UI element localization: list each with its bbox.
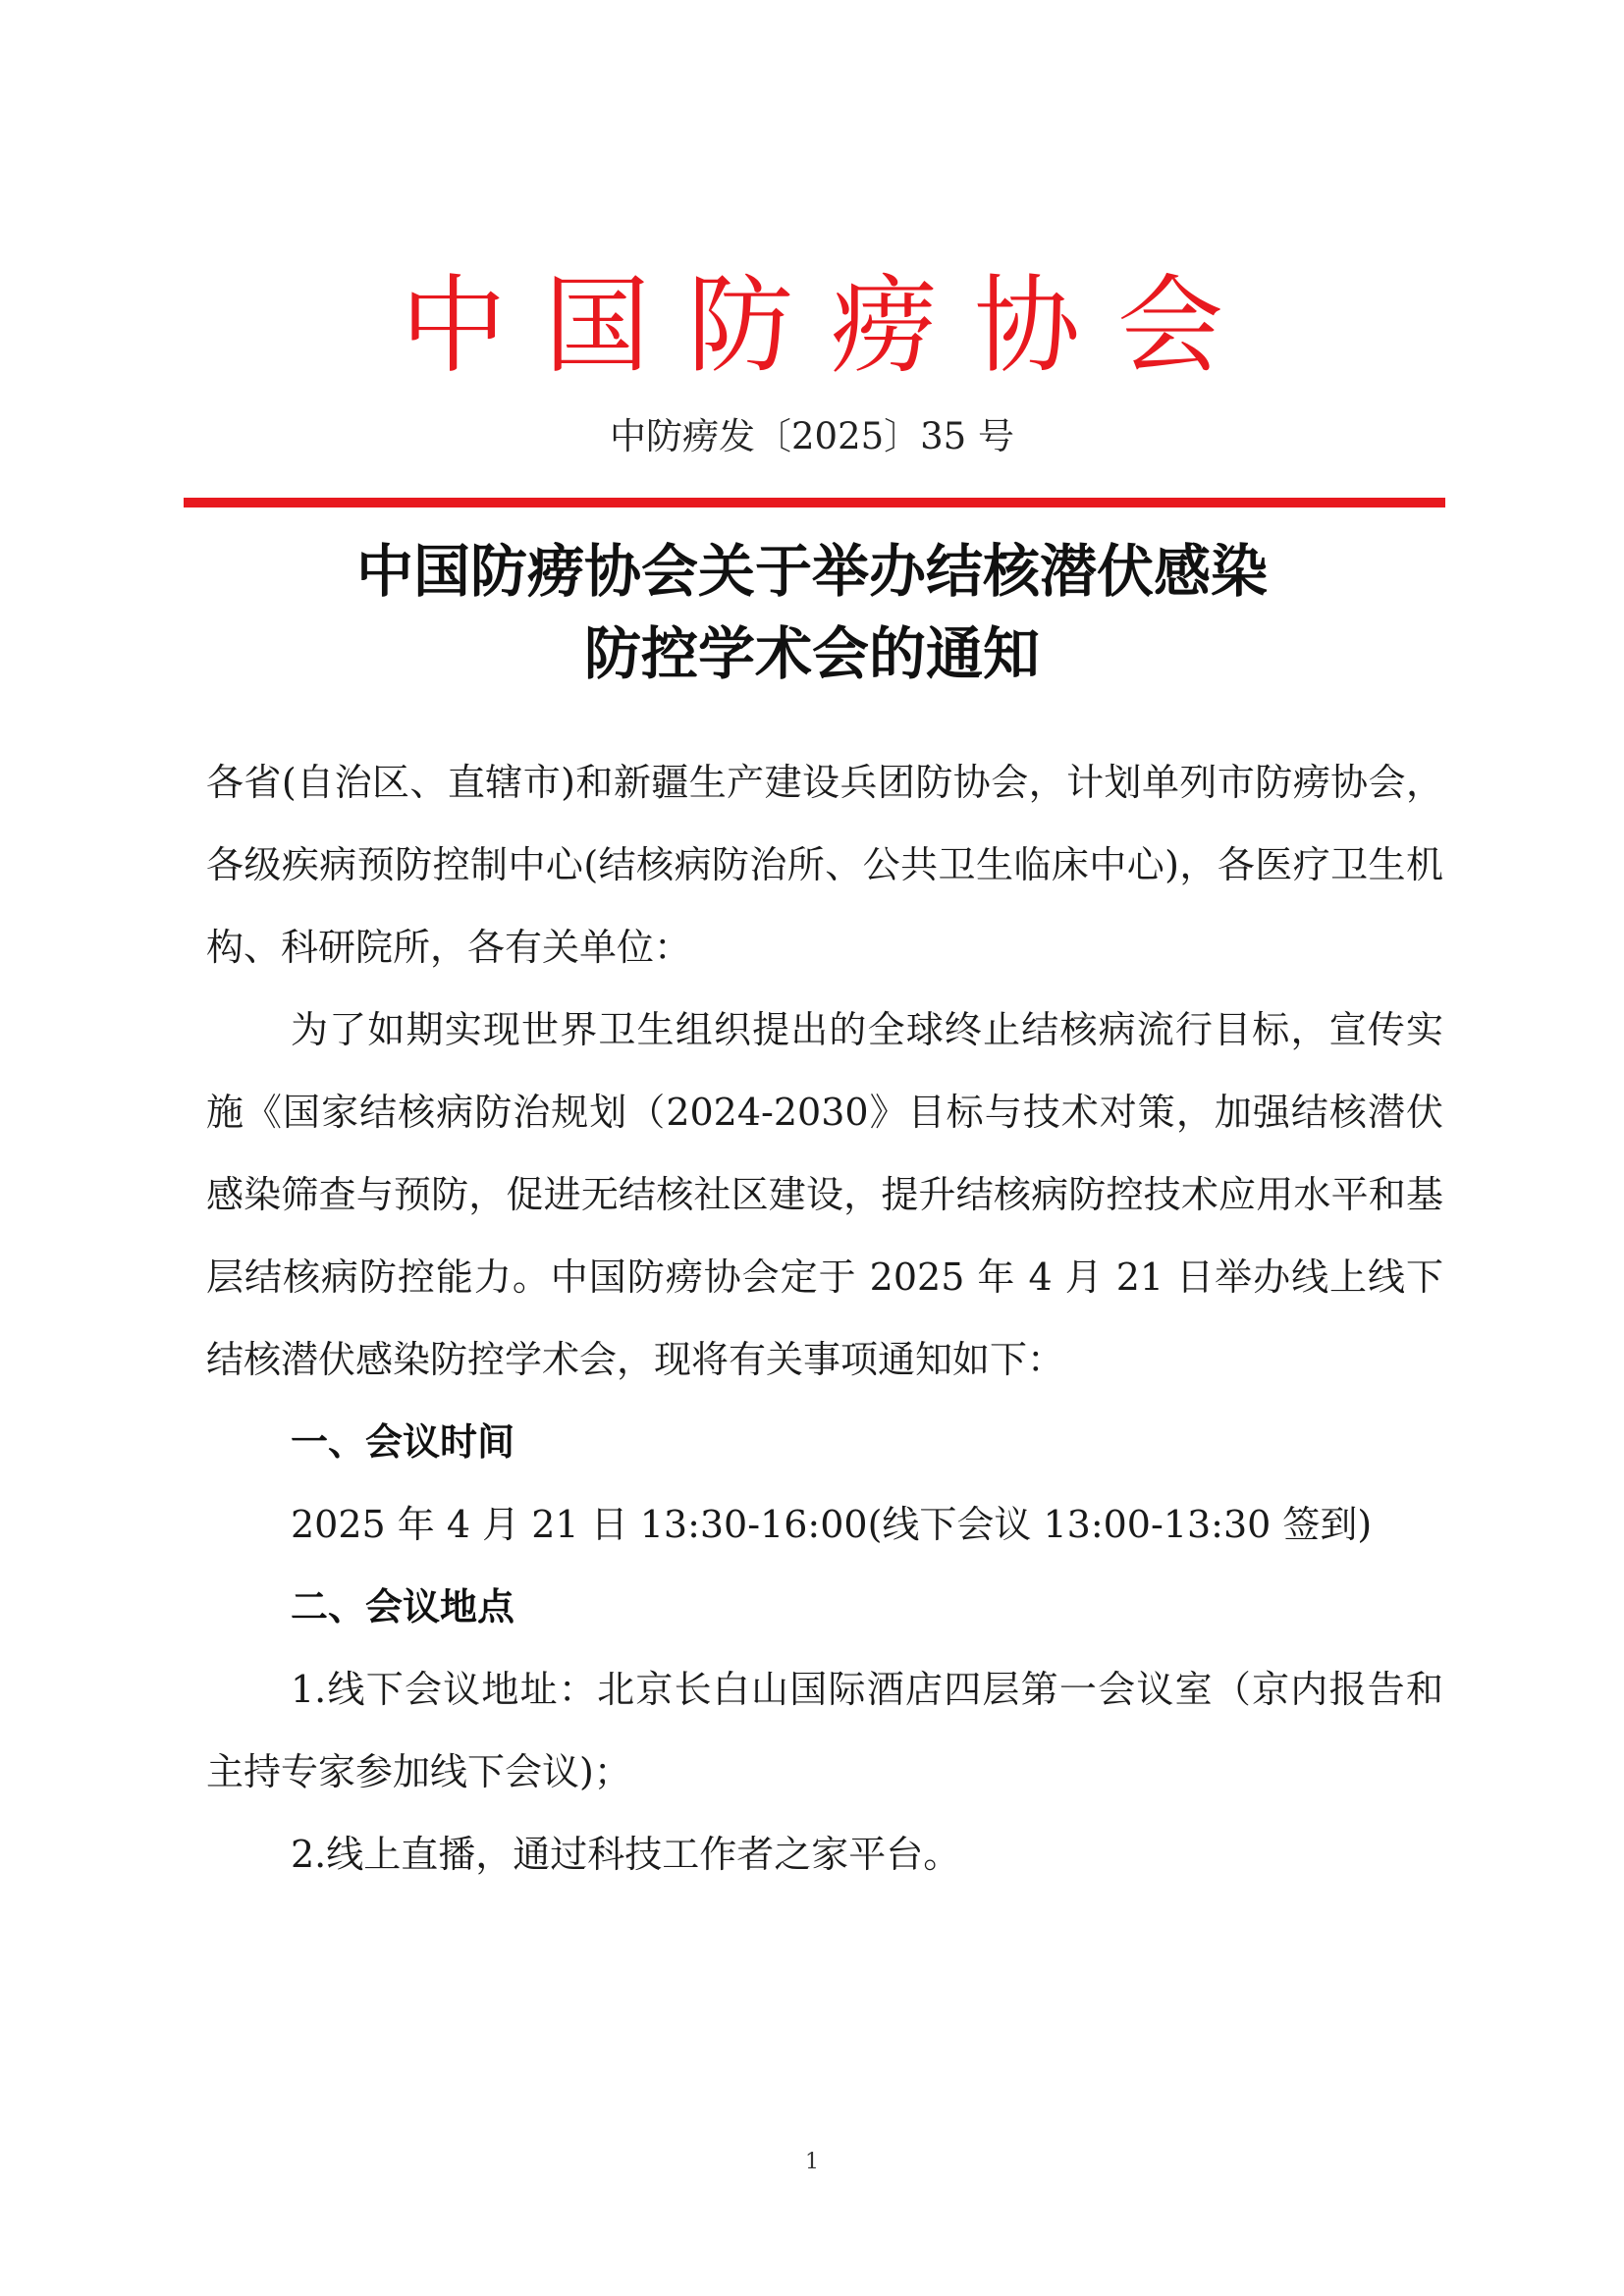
red-separator-rule bbox=[184, 498, 1445, 507]
document-title bbox=[0, 530, 1624, 695]
page-number: 1 bbox=[805, 2150, 819, 2174]
intro-paragraph: 为了如期实现世界卫生组织提出的全球终止结核病流行目标，宣传实施《国家结核病防治规划（2024-2030》目标与技术对策，加强结核潜伏感染筛查与预防，促进无结核社区建设，提升结核病防控技术应用水平和基层结核病防控能力。中国防痨协会定于 2025 年 4 月 21 日举办线上线下结核潜伏感染防控学术会，现将有关事项通知如下： bbox=[206, 1008, 1443, 1381]
section-heading-meeting-location: 二、会议地点 bbox=[291, 1585, 515, 1629]
location-item-offline: 1.线下会议地址：北京长白山国际酒店四层第一会议室（京内报告和主持专家参加线下会议)； bbox=[206, 1668, 1443, 1793]
document-body bbox=[206, 741, 1443, 1896]
location-item-online: 2.线上直播，通过科技工作者之家平台。 bbox=[291, 1833, 961, 1876]
section-heading-meeting-time: 一、会议时间 bbox=[291, 1420, 515, 1464]
document-number: 中防痨发〔2025〕35 号 bbox=[609, 415, 1014, 457]
addressee-paragraph: 各省(自治区、直辖市)和新疆生产建设兵团防协会，计划单列市防痨协会，各级疾病预防控制中心(结核病防治所、公共卫生临床中心)，各医疗卫生机构、科研院所，各有关单位： bbox=[206, 761, 1443, 969]
document-title-line-1: 中国防痨协会关于举办结核潜伏感染 bbox=[355, 538, 1268, 605]
document-title-line-2: 防控学术会的通知 bbox=[583, 620, 1040, 687]
meeting-time-text: 2025 年 4 月 21 日 13:30-16:00(线下会议 13:00-13:30 签到) bbox=[291, 1503, 1373, 1546]
organization-masthead: 中国防痨协会 bbox=[400, 265, 1261, 388]
